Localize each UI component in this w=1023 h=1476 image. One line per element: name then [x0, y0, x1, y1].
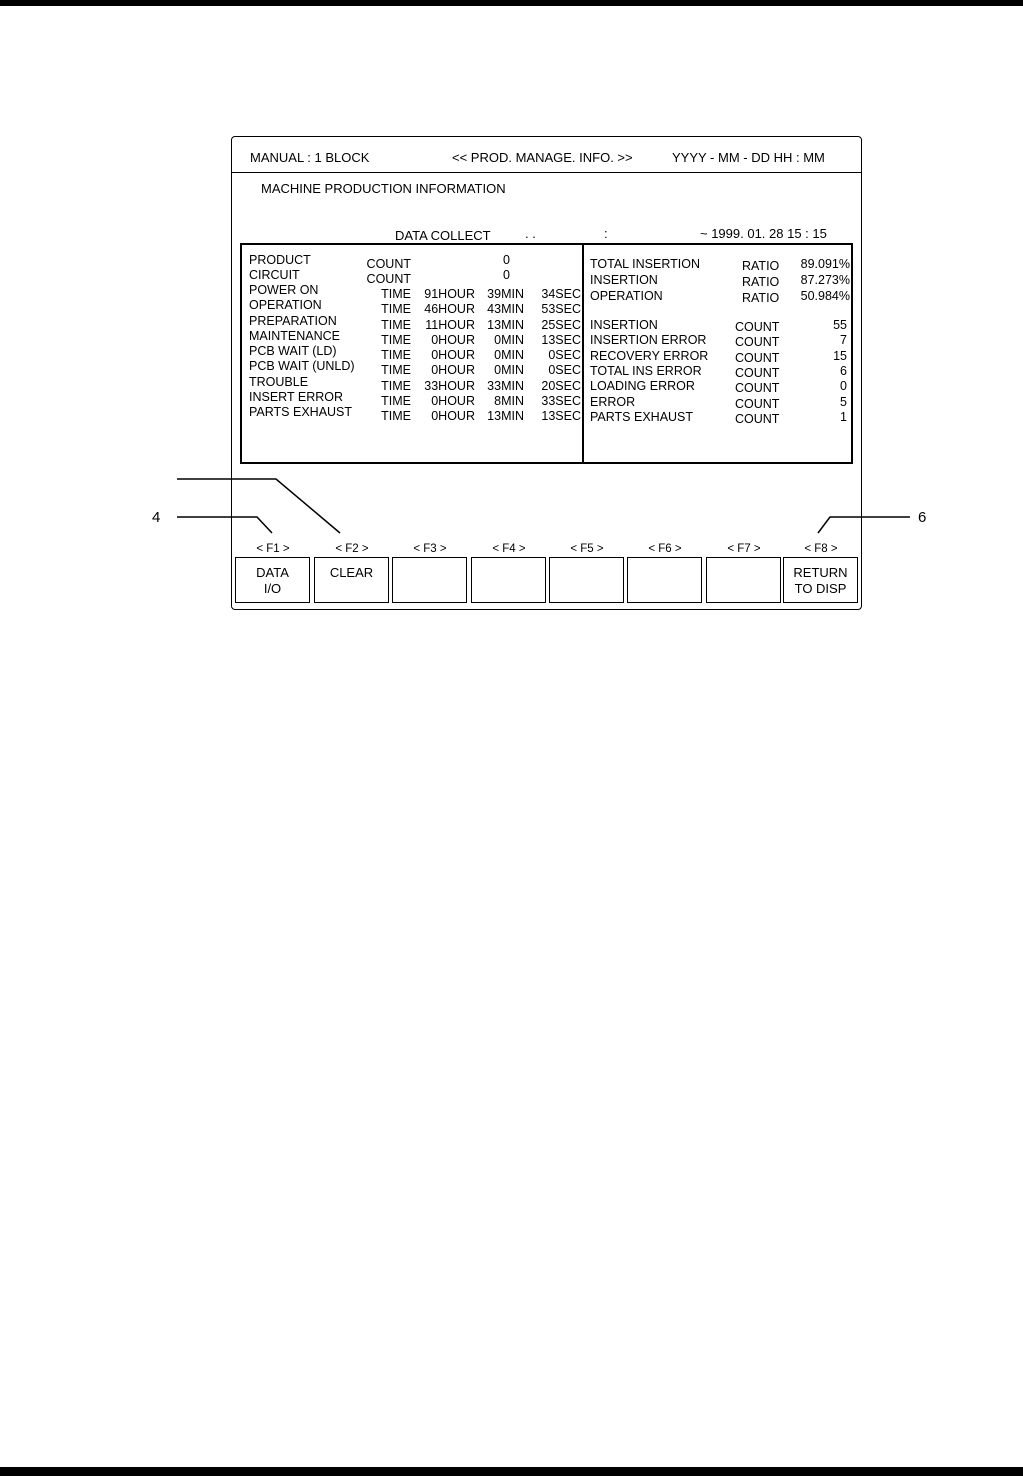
row-unit: TIME — [381, 348, 411, 362]
row-unit: TIME — [381, 318, 411, 332]
callout-f2-leader — [177, 479, 340, 533]
count-label: TOTAL INS ERROR — [590, 363, 702, 378]
row-count-value: 0 — [503, 268, 510, 282]
row-unit: TIME — [381, 287, 411, 301]
count-value: 0 — [840, 379, 847, 394]
ratio-unit: RATIO — [742, 275, 780, 289]
row-seconds: 13SEC — [541, 333, 581, 347]
count-unit: COUNT — [735, 320, 780, 334]
row-label: OPERATION — [249, 298, 322, 312]
count-unit: COUNT — [735, 350, 780, 365]
callout-6-leader — [818, 517, 910, 533]
row-unit: TIME — [381, 363, 411, 377]
row-unit: COUNT — [366, 257, 411, 271]
ratio-label: OPERATION — [590, 289, 663, 303]
row-label: INSERT ERROR — [249, 390, 344, 404]
fkey-label: < F2 > — [335, 543, 369, 555]
row-seconds: 0SEC — [548, 363, 581, 377]
count-label: ERROR — [590, 394, 636, 409]
fkey-button-f2[interactable] — [314, 557, 389, 603]
fkey-text-line2: I/O — [263, 581, 282, 596]
count-unit: COUNT — [735, 381, 780, 396]
row-unit: COUNT — [366, 272, 411, 286]
count-unit: COUNT — [735, 396, 780, 411]
row-hours: 11HOUR — [425, 318, 475, 332]
mode-label: MANUAL : 1 BLOCK — [250, 150, 370, 165]
fkey-text-line1: CLEAR — [329, 565, 374, 580]
ratio-unit: RATIO — [742, 291, 780, 305]
section-title: MACHINE PRODUCTION INFORMATION — [261, 181, 506, 196]
ratio-unit: RATIO — [742, 259, 780, 273]
fkey-button-f3[interactable] — [392, 557, 467, 603]
row-unit: TIME — [381, 379, 411, 393]
row-minutes: 0MIN — [494, 363, 524, 377]
count-value: 55 — [833, 318, 847, 332]
row-minutes: 13MIN — [487, 318, 524, 332]
count-value: 6 — [840, 363, 847, 378]
ratio-value: 89.091% — [800, 257, 850, 271]
fkey-text-line1: DATA — [256, 565, 289, 580]
row-label: PRODUCT — [249, 253, 311, 267]
fkey-label: < F5 > — [570, 543, 604, 555]
row-minutes: 0MIN — [494, 333, 524, 347]
row-unit: TIME — [381, 409, 411, 423]
ratio-value: 50.984% — [800, 289, 850, 303]
fkey-label: < F1 > — [256, 543, 290, 555]
row-seconds: 25SEC — [541, 318, 581, 332]
fkey-label: < F6 > — [648, 543, 682, 555]
count-label: INSERTION ERROR — [590, 333, 707, 348]
fkey-button-f7[interactable] — [706, 557, 781, 603]
count-unit: COUNT — [735, 365, 780, 380]
row-unit: TIME — [381, 394, 411, 408]
row-label: POWER ON — [249, 283, 319, 297]
count-label: PARTS EXHAUST — [590, 409, 694, 424]
row-hours: 33HOUR — [424, 379, 475, 393]
row-minutes: 43MIN — [487, 302, 524, 316]
row-seconds: 20SEC — [541, 379, 581, 393]
row-unit: TIME — [381, 302, 411, 316]
row-seconds: 34SEC — [541, 287, 581, 301]
fkey-label: < F3 > — [413, 543, 447, 555]
fkey-button-f6[interactable] — [627, 557, 702, 603]
row-minutes: 33MIN — [487, 379, 524, 393]
row-minutes: 0MIN — [494, 348, 524, 362]
fkey-label: < F7 > — [727, 543, 761, 555]
row-seconds: 33SEC — [541, 394, 581, 408]
row-label: MAINTENANCE — [249, 329, 340, 343]
count-label: INSERTION — [590, 318, 658, 332]
fkey-text-line2: TO DISP — [794, 581, 847, 596]
count-label: LOADING ERROR — [590, 379, 695, 394]
count-value: 7 — [840, 333, 847, 348]
row-hours: 0HOUR — [431, 394, 475, 408]
fkey-button-f5[interactable] — [549, 557, 624, 603]
callout-4-leader — [177, 517, 272, 533]
count-label: RECOVERY ERROR — [590, 348, 709, 363]
row-hours: 0HOUR — [431, 409, 475, 423]
datetime-format: YYYY - MM - DD HH : MM — [672, 150, 825, 165]
row-count-value: 0 — [503, 253, 510, 267]
screen-title: << PROD. MANAGE. INFO. >> — [452, 150, 633, 165]
row-minutes: 39MIN — [487, 287, 524, 301]
row-label: TROUBLE — [249, 375, 309, 389]
row-label: PREPARATION — [249, 314, 337, 328]
row-seconds: 0SEC — [548, 348, 581, 362]
row-unit: TIME — [381, 333, 411, 347]
data-collect-end: ~ 1999. 01. 28 15 : 15 — [700, 226, 827, 241]
data-collect-start-colon: : — [604, 226, 608, 241]
data-collect-label: DATA COLLECT — [395, 228, 491, 243]
callout-number-4: 4 — [152, 509, 161, 526]
fkey-label: < F8 > — [804, 543, 838, 555]
row-label: CIRCUIT — [249, 268, 300, 282]
row-hours: 46HOUR — [424, 302, 475, 316]
callout-number-6: 6 — [918, 509, 927, 526]
fkey-button-f8[interactable] — [783, 557, 858, 603]
ratio-value: 87.273% — [800, 273, 850, 287]
fkey-button-f4[interactable] — [471, 557, 546, 603]
row-minutes: 8MIN — [494, 394, 524, 408]
row-hours: 0HOUR — [431, 333, 475, 347]
ratio-label: TOTAL INSERTION — [590, 257, 700, 271]
count-value: 15 — [833, 348, 847, 363]
row-seconds: 13SEC — [541, 409, 581, 423]
count-value: 1 — [840, 409, 847, 424]
row-hours: 0HOUR — [431, 363, 475, 377]
row-label: PARTS EXHAUST — [249, 405, 353, 419]
row-hours: 91HOUR — [424, 287, 475, 301]
fkey-text-line1: RETURN — [793, 565, 848, 580]
count-value: 5 — [840, 394, 847, 409]
fkey-button-f1[interactable] — [235, 557, 310, 603]
fkey-label: < F4 > — [492, 543, 526, 555]
ratio-label: INSERTION — [590, 273, 658, 287]
row-label: PCB WAIT (UNLD) — [249, 359, 355, 373]
count-unit: COUNT — [735, 411, 780, 426]
row-minutes: 13MIN — [487, 409, 524, 423]
row-label: PCB WAIT (LD) — [249, 344, 337, 358]
row-hours: 0HOUR — [431, 348, 475, 362]
row-seconds: 53SEC — [541, 302, 581, 316]
count-unit: COUNT — [735, 335, 780, 350]
data-collect-start-dots: . . — [525, 226, 536, 241]
